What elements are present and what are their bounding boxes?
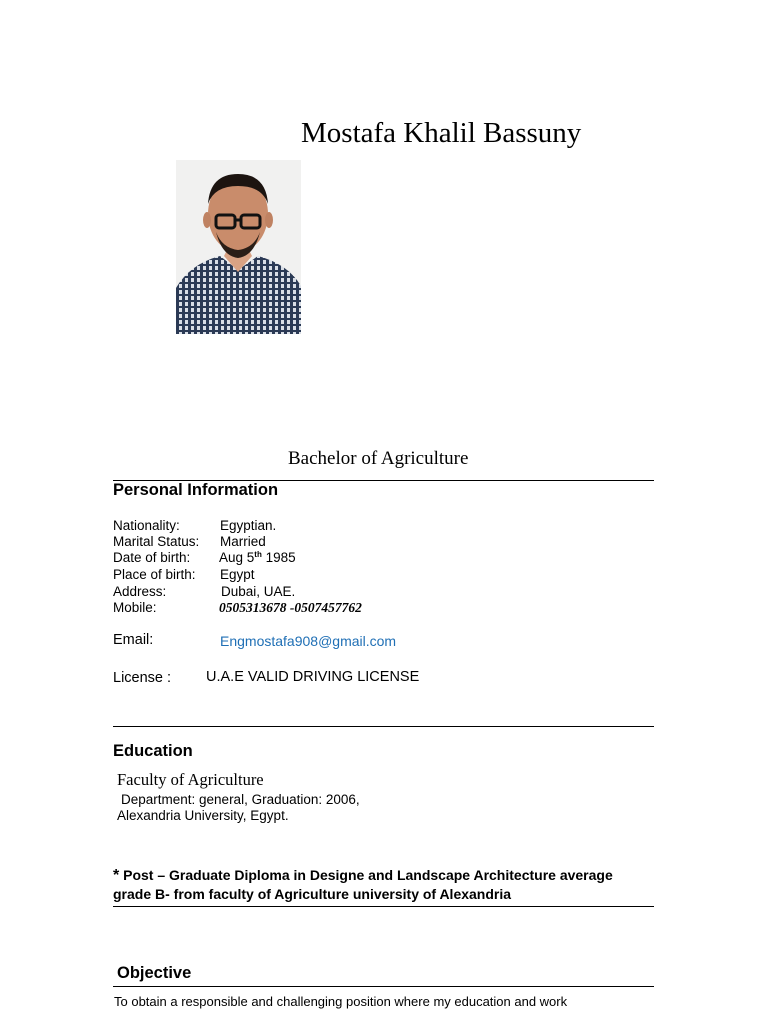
diploma-line-1	[113, 867, 613, 885]
university-text: Alexandria University, Egypt.	[117, 808, 289, 823]
date-of-birth-value	[219, 550, 296, 565]
email-link[interactable]: Engmostafa908@gmail.com	[220, 633, 397, 649]
candidate-name: Mostafa Khalil Bassuny	[301, 117, 582, 149]
dob-day: Aug 5	[219, 550, 255, 565]
divider	[113, 906, 654, 907]
profile-photo	[176, 160, 301, 334]
objective-heading: Objective	[117, 964, 192, 982]
address-label: Address:	[113, 584, 167, 599]
degree-title: Bachelor of Agriculture	[288, 448, 469, 469]
department-text: Department: general, Graduation: 2006,	[121, 792, 360, 807]
diploma-line-2: grade B- from faculty of Agriculture university of Alexandria	[113, 886, 512, 902]
license-value: U.A.E VALID DRIVING LICENSE	[206, 669, 420, 685]
dob-year: 1985	[261, 550, 296, 565]
nationality-value: Egyptian.	[220, 518, 277, 533]
personal-information-heading: Personal Information	[113, 481, 279, 499]
bullet-star: *	[113, 867, 120, 884]
address-value: Dubai, UAE.	[221, 584, 296, 599]
date-of-birth-label: Date of birth:	[113, 550, 191, 565]
place-of-birth-value: Egypt	[220, 567, 255, 582]
objective-text: To obtain a responsible and challenging position where my education and work	[114, 994, 568, 1009]
license-label: License :	[113, 670, 172, 686]
marital-status-label: Marital Status:	[113, 534, 200, 549]
marital-status-value: Married	[220, 534, 266, 549]
education-heading: Education	[113, 742, 193, 760]
faculty-name: Faculty of Agriculture	[117, 770, 264, 789]
place-of-birth-label: Place of birth:	[113, 567, 196, 582]
divider	[113, 726, 654, 727]
divider	[113, 986, 654, 987]
diploma-text-1: Post – Graduate Diploma in Designe and Landscape Architecture average	[123, 867, 613, 883]
mobile-value: 0505313678 -0507457762	[219, 600, 362, 615]
email-label: Email:	[113, 632, 154, 648]
mobile-label: Mobile:	[113, 600, 157, 615]
dob-suffix: th	[254, 550, 262, 559]
portrait-image	[176, 160, 301, 334]
nationality-label: Nationality:	[113, 518, 180, 533]
